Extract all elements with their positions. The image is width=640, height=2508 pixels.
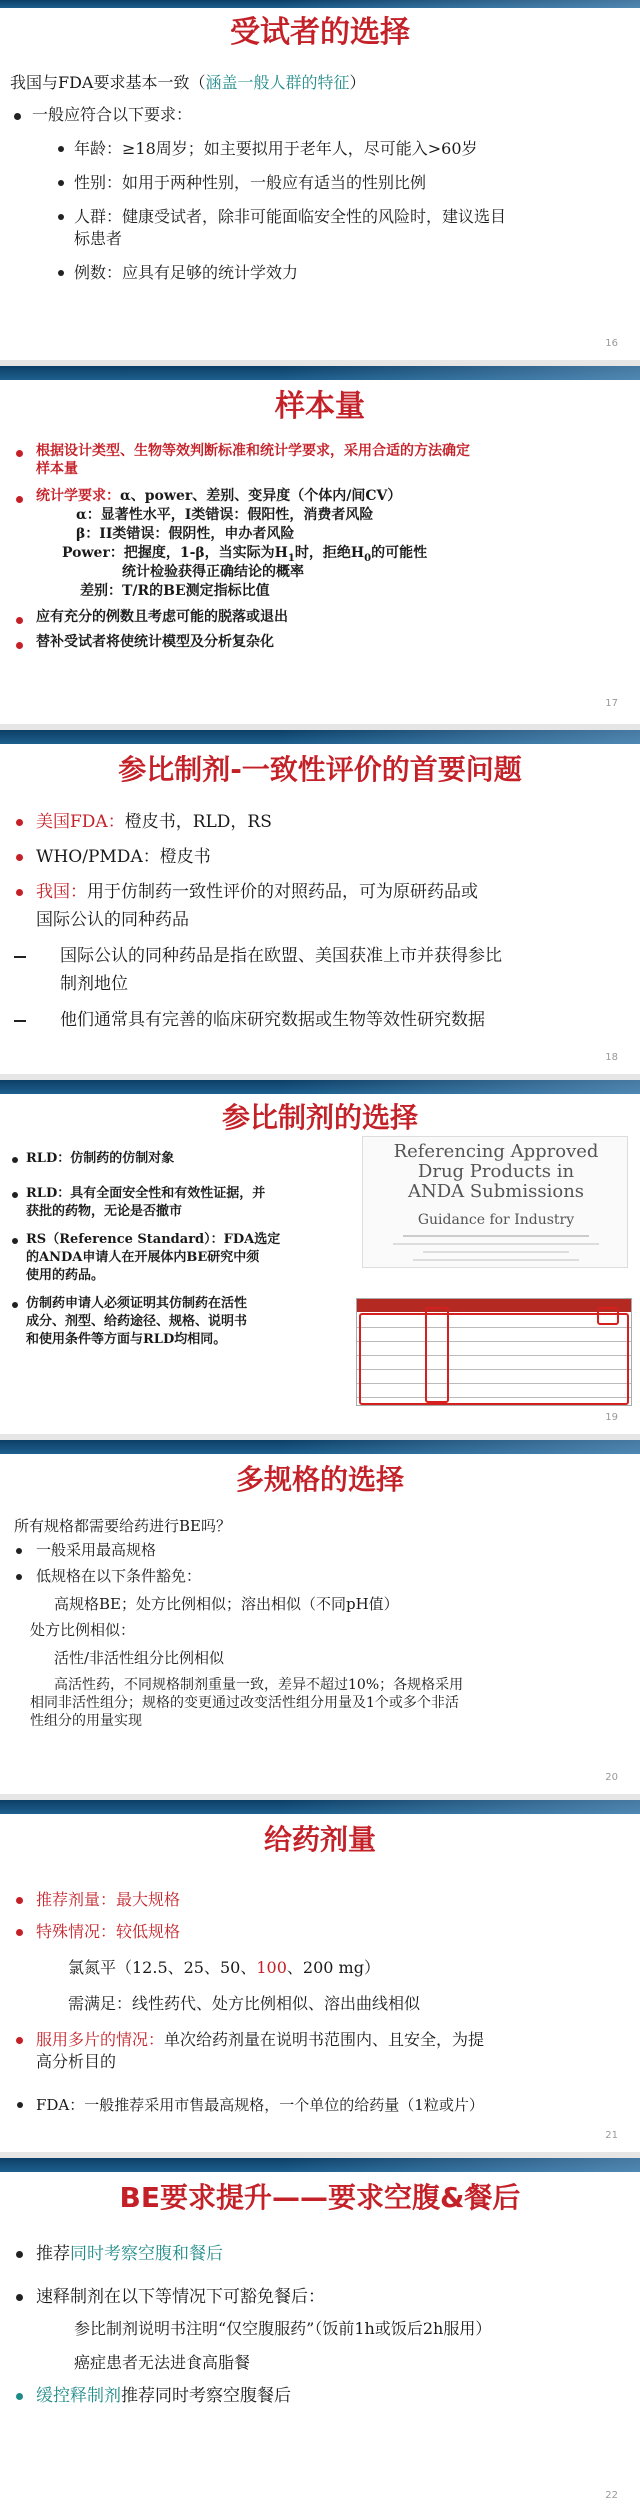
bullet-dot [12, 1192, 18, 1198]
proportion-cond-2c: 性组分的用量实现 [30, 1713, 142, 1729]
power-line-cont: 统计检验获得正确结论的概率 [122, 564, 304, 580]
special-case-line: 特殊情况：较低规格 [36, 1922, 181, 1941]
req-population-cont: 标患者 [74, 229, 123, 248]
fasting-only-line: 参比制剂说明书注明“仅空腹服药”（饭前1h或饭后2h服用） [74, 2319, 492, 2338]
slide-header-bar [0, 1800, 640, 1814]
page-number: 19 [605, 1412, 618, 1423]
highlight-box [597, 1307, 619, 1325]
applicant-line: 仿制药申请人必须证明其仿制药在活性 [26, 1296, 248, 1311]
page-number: 16 [605, 338, 618, 349]
rs-line-2: 的ANDA申请人在开展体内BE研究中须 [26, 1250, 260, 1265]
intl-line: 国际公认的同种药品是指在欧盟、美国获准上市并获得参比 [60, 946, 502, 966]
rld-line: RLD：仿制药的仿制对象 [26, 1151, 175, 1166]
applicant-line-3: 和使用条件等方面与RLD均相同。 [26, 1332, 227, 1347]
bullet-dot [16, 496, 23, 503]
slide-reference-selection [0, 1080, 640, 1434]
replacement-line: 替补受试者将使统计模型及分析复杂化 [36, 634, 274, 650]
slide-title: BE要求提升——要求空腹&餐后 [119, 2181, 521, 2214]
text-placeholder-line [423, 1251, 569, 1253]
ir-waiver-line: 速释制剂在以下等情况下可豁免餐后： [36, 2287, 325, 2307]
china-line: 我国：用于仿制药一致性评价的对照药品，可为原研药品或 [36, 882, 478, 902]
slide-title: 参比制剂-一致性评价的首要问题 [118, 753, 522, 786]
req-sample: 例数：应具有足够的统计学效力 [74, 263, 299, 282]
china-line-cont: 国际公认的同种药品 [36, 910, 189, 930]
page-number: 17 [605, 698, 618, 709]
recommend-line: 推荐同时考察空腹和餐后 [36, 2244, 223, 2264]
dash-marker [14, 1020, 26, 1022]
slide-dose [0, 1800, 640, 2152]
slide-fasting-fed [0, 2158, 640, 2508]
page-number: 22 [605, 2490, 618, 2501]
req-gender: 性别：如用于两种性别，一般应有适当的性别比例 [74, 173, 427, 192]
method-line-cont: 样本量 [36, 461, 78, 477]
text-placeholder-line [413, 1259, 579, 1261]
text-placeholder-line [403, 1235, 589, 1237]
guidance-title-3: ANDA Submissions [407, 1181, 585, 1202]
slide-reference-product [0, 730, 640, 1074]
highlight-box [425, 1307, 449, 1403]
bullet-dot [12, 1238, 18, 1244]
waiver-cond-1: 高规格BE；处方比例相似；溶出相似（不同pH值） [54, 1595, 399, 1613]
multiple-tablets-line: 服用多片的情况：单次给药剂量在说明书范围内、且安全，为提 [36, 2030, 485, 2049]
slide-title: 受试者的选择 [230, 15, 410, 50]
power-line: Power：把握度，1-β，当实际为$H_1$时，拒绝$H_0$的可能性 [62, 545, 428, 564]
dash-marker [14, 956, 26, 958]
clinical-data-line: 他们通常具有完善的临床研究数据或生物等效性研究数据 [60, 1010, 485, 1030]
guidance-subtitle: Guidance for Industry [417, 1212, 575, 1228]
bullet-dot [16, 1897, 23, 1904]
fda-dose-line: FDA：一般推荐采用市售最高规格，一个单位的给药量（1粒或片） [36, 2096, 484, 2114]
req-age: 年龄：≥18周岁；如主要拟用于老年人，尽可能入>60岁 [74, 139, 478, 158]
slide-multiple-strengths [0, 1440, 640, 1794]
difference-line: 差别：T/R的BE测定指标比值 [80, 583, 270, 599]
intro-line: 我国与FDA要求基本一致（涵盖一般人群的特征） [10, 73, 366, 92]
bullet-dot [16, 2294, 23, 2301]
slide-header-bar [0, 0, 640, 8]
slide-header-bar [0, 366, 640, 380]
bullet-dot [17, 2102, 23, 2108]
guidance-title-2: Drug Products in [417, 1161, 575, 1182]
rld-evidence-cont: 获批的药物，无论是否撤市 [26, 1204, 183, 1219]
clozapine-line: 氯氮平（12.5、25、50、100、200 mg） [68, 1958, 380, 1977]
bullet-dot [16, 2393, 23, 2400]
page-number: 18 [605, 1052, 618, 1063]
bullet-dot [58, 270, 64, 276]
bullet-dot [16, 1548, 22, 1554]
bullet-dot [16, 1574, 22, 1580]
bullet-dot [14, 113, 21, 120]
bullet-dot [16, 2037, 23, 2044]
slide-header-bar [0, 1440, 640, 1454]
applicant-line-2: 成分、剂型、给药途径、规格、说明书 [26, 1314, 248, 1329]
guidance-title-1: Referencing Approved [393, 1141, 599, 1162]
slide-header-bar [0, 1080, 640, 1094]
waiver-line: 低规格在以下条件豁免： [36, 1567, 202, 1585]
bullet-dot [16, 642, 23, 649]
beta-line: β：II类错误：假阴性，申办者风险 [76, 526, 295, 542]
slide-title: 参比制剂的选择 [221, 1101, 418, 1134]
bullet-dot [16, 450, 23, 457]
mr-line: 缓控释制剂推荐同时考察空腹餐后 [36, 2386, 291, 2406]
rld-evidence-line: RLD：具有全面安全性和有效性证据，并 [26, 1186, 266, 1201]
table-header [357, 1299, 631, 1312]
intl-line-cont: 制剂地位 [60, 974, 128, 994]
slide-title: 多规格的选择 [235, 1463, 404, 1496]
slide-sample-size [0, 366, 640, 724]
proportion-cond-2b: 相同非活性组分；规格的变更通过改变活性组分用量及1个或多个非活 [30, 1695, 459, 1711]
rs-line: RS（Reference Standard）：FDA选定 [26, 1232, 281, 1247]
orange-book-table [356, 1298, 632, 1406]
slide-header-bar [0, 730, 640, 744]
conditions-line: 需满足：线性药代、处方比例相似、溶出曲线相似 [68, 1994, 421, 2013]
slide-subject-selection [0, 0, 640, 360]
question-line: 所有规格都需要给药进行BE吗？ [14, 1517, 231, 1535]
page-number: 21 [605, 2130, 618, 2141]
highest-strength-line: 一般采用最高规格 [36, 1541, 157, 1559]
bullet-dot [12, 1302, 18, 1308]
bullet-dot [58, 180, 64, 186]
guidance-document-cover [362, 1136, 628, 1268]
multiple-tablets-cont: 高分析目的 [36, 2052, 117, 2071]
proportion-cond-2: 高活性药，不同规格制剂重量一致，差异不超过10%；各规格采用 [54, 1677, 464, 1693]
bullet-dot [16, 2251, 23, 2258]
page-number: 20 [605, 1772, 618, 1783]
who-line: WHO/PMDA：橙皮书 [36, 847, 211, 867]
requirement-heading: 一般应符合以下要求： [32, 105, 193, 124]
method-line: 根据设计类型、生物等效判断标准和统计学要求，采用合适的方法确定 [36, 443, 470, 459]
fda-line: 美国FDA：橙皮书，RLD，RS [36, 812, 272, 832]
req-population: 人群：健康受试者，除非可能面临安全性的风险时，建议选目 [74, 207, 507, 226]
proportion-cond-1: 活性/非活性组分比例相似 [54, 1649, 225, 1667]
bullet-dot [16, 889, 23, 896]
stat-requirements: 统计学要求：α、power、差别、变异度（个体内/间CV） [36, 488, 402, 504]
bullet-dot [16, 854, 23, 861]
bullet-dot [16, 1929, 23, 1936]
recommended-dose-line: 推荐剂量：最大规格 [36, 1890, 181, 1909]
text-placeholder-line [393, 1243, 599, 1245]
proportion-heading: 处方比例相似： [30, 1621, 136, 1639]
bullet-dot [12, 1157, 18, 1163]
bullet-dot [58, 146, 64, 152]
bullet-dot [58, 214, 64, 220]
bullet-dot [16, 617, 23, 624]
slide-title: 给药剂量 [263, 1823, 376, 1856]
bullet-dot [16, 819, 23, 826]
slide-title: 样本量 [275, 389, 365, 424]
rs-line-3: 使用的药品。 [26, 1268, 105, 1283]
slide-header-bar [0, 2158, 640, 2172]
dropout-line: 应有充分的例数且考虑可能的脱落或退出 [36, 609, 288, 625]
alpha-line: α：显著性水平，I类错误：假阳性，消费者风险 [76, 507, 374, 523]
highlight-box [359, 1313, 629, 1405]
cancer-patients-line: 癌症患者无法进食高脂餐 [74, 2353, 251, 2372]
